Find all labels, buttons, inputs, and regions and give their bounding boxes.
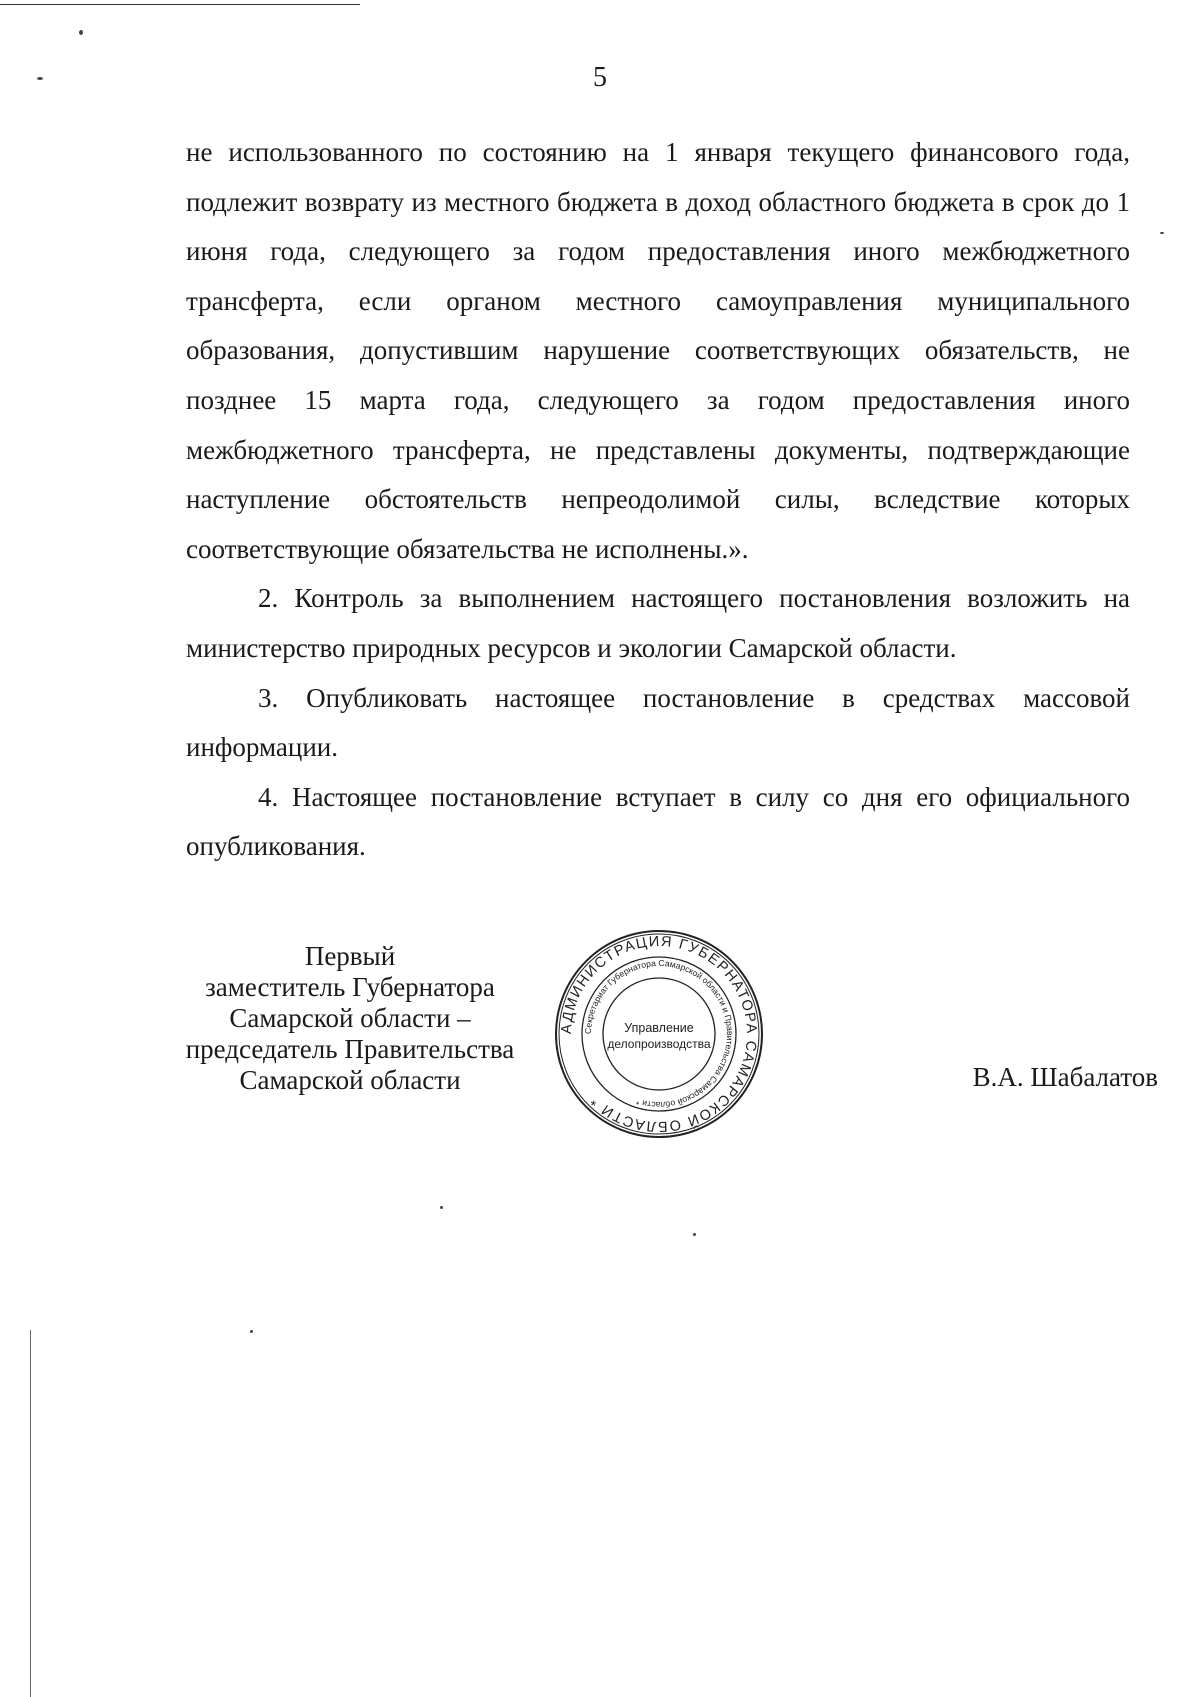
scan-speck xyxy=(440,1206,443,1209)
signer-title-line: Самарской области – xyxy=(229,1003,471,1033)
scan-speck xyxy=(693,1233,696,1236)
scan-edge-left xyxy=(30,1330,31,1697)
signer-title-line: заместитель Губернатора xyxy=(205,972,495,1002)
signer-name: В.А. Шабалатов xyxy=(972,1062,1158,1092)
signer-title xyxy=(180,941,520,1096)
document-body xyxy=(186,128,1130,872)
paragraph-item-2: 2. Контроль за выполнением настоящего постановления возложить на министерство природных ресурсов и экологии Самарской области. xyxy=(186,583,1130,663)
stamp-center-line: Управление xyxy=(624,1021,694,1035)
stamp-outer-text: АДМИНИСТРАЦИЯ ГУБЕРНАТОРА САМАРСКОЙ ОБЛАСТИ * xyxy=(558,933,760,1135)
official-seal-stamp xyxy=(553,928,765,1140)
stamp-inner-text: Секретариат Губернатора Самарской области и Правительства Самарской области * xyxy=(582,957,736,1111)
paragraph-continuation: не использованного по состоянию на 1 января текущего финансового года, подлежит возврату из местного бюджета в доход областного бюджета в срок до 1 июня года, следующего за годом предоставления иного межбюджетного трансферта, если органом местного самоуправления муниципального образования, допустившим нарушение соответствующих обязательств, не позднее 15 марта года, следующего за годом предоставления иного межбюджетного трансферта, не представлены документы, подтверждающие наступление обстоятельств непреодолимой силы, вследствие которых соответствующие обязательства не исполнены.». xyxy=(186,137,1130,564)
scan-speck xyxy=(250,1330,253,1333)
stamp-center-line: делопроизводства xyxy=(607,1037,711,1051)
scan-speck xyxy=(79,30,83,35)
scan-edge-top xyxy=(0,4,360,5)
signer-title-line: председатель Правительства xyxy=(185,1034,515,1064)
scan-speck xyxy=(1160,232,1164,234)
signer-title-line: Первый xyxy=(304,941,396,971)
paragraph-item-3: 3. Опубликовать настоящее постановление в средствах массовой информации. xyxy=(186,682,1130,763)
signer-title-line: Самарской области xyxy=(239,1065,461,1095)
paragraph-item-4: 4. Настоящее постановление вступает в силу со дня его официального опубликования. xyxy=(186,781,1130,862)
page-number: 5 xyxy=(593,62,607,93)
